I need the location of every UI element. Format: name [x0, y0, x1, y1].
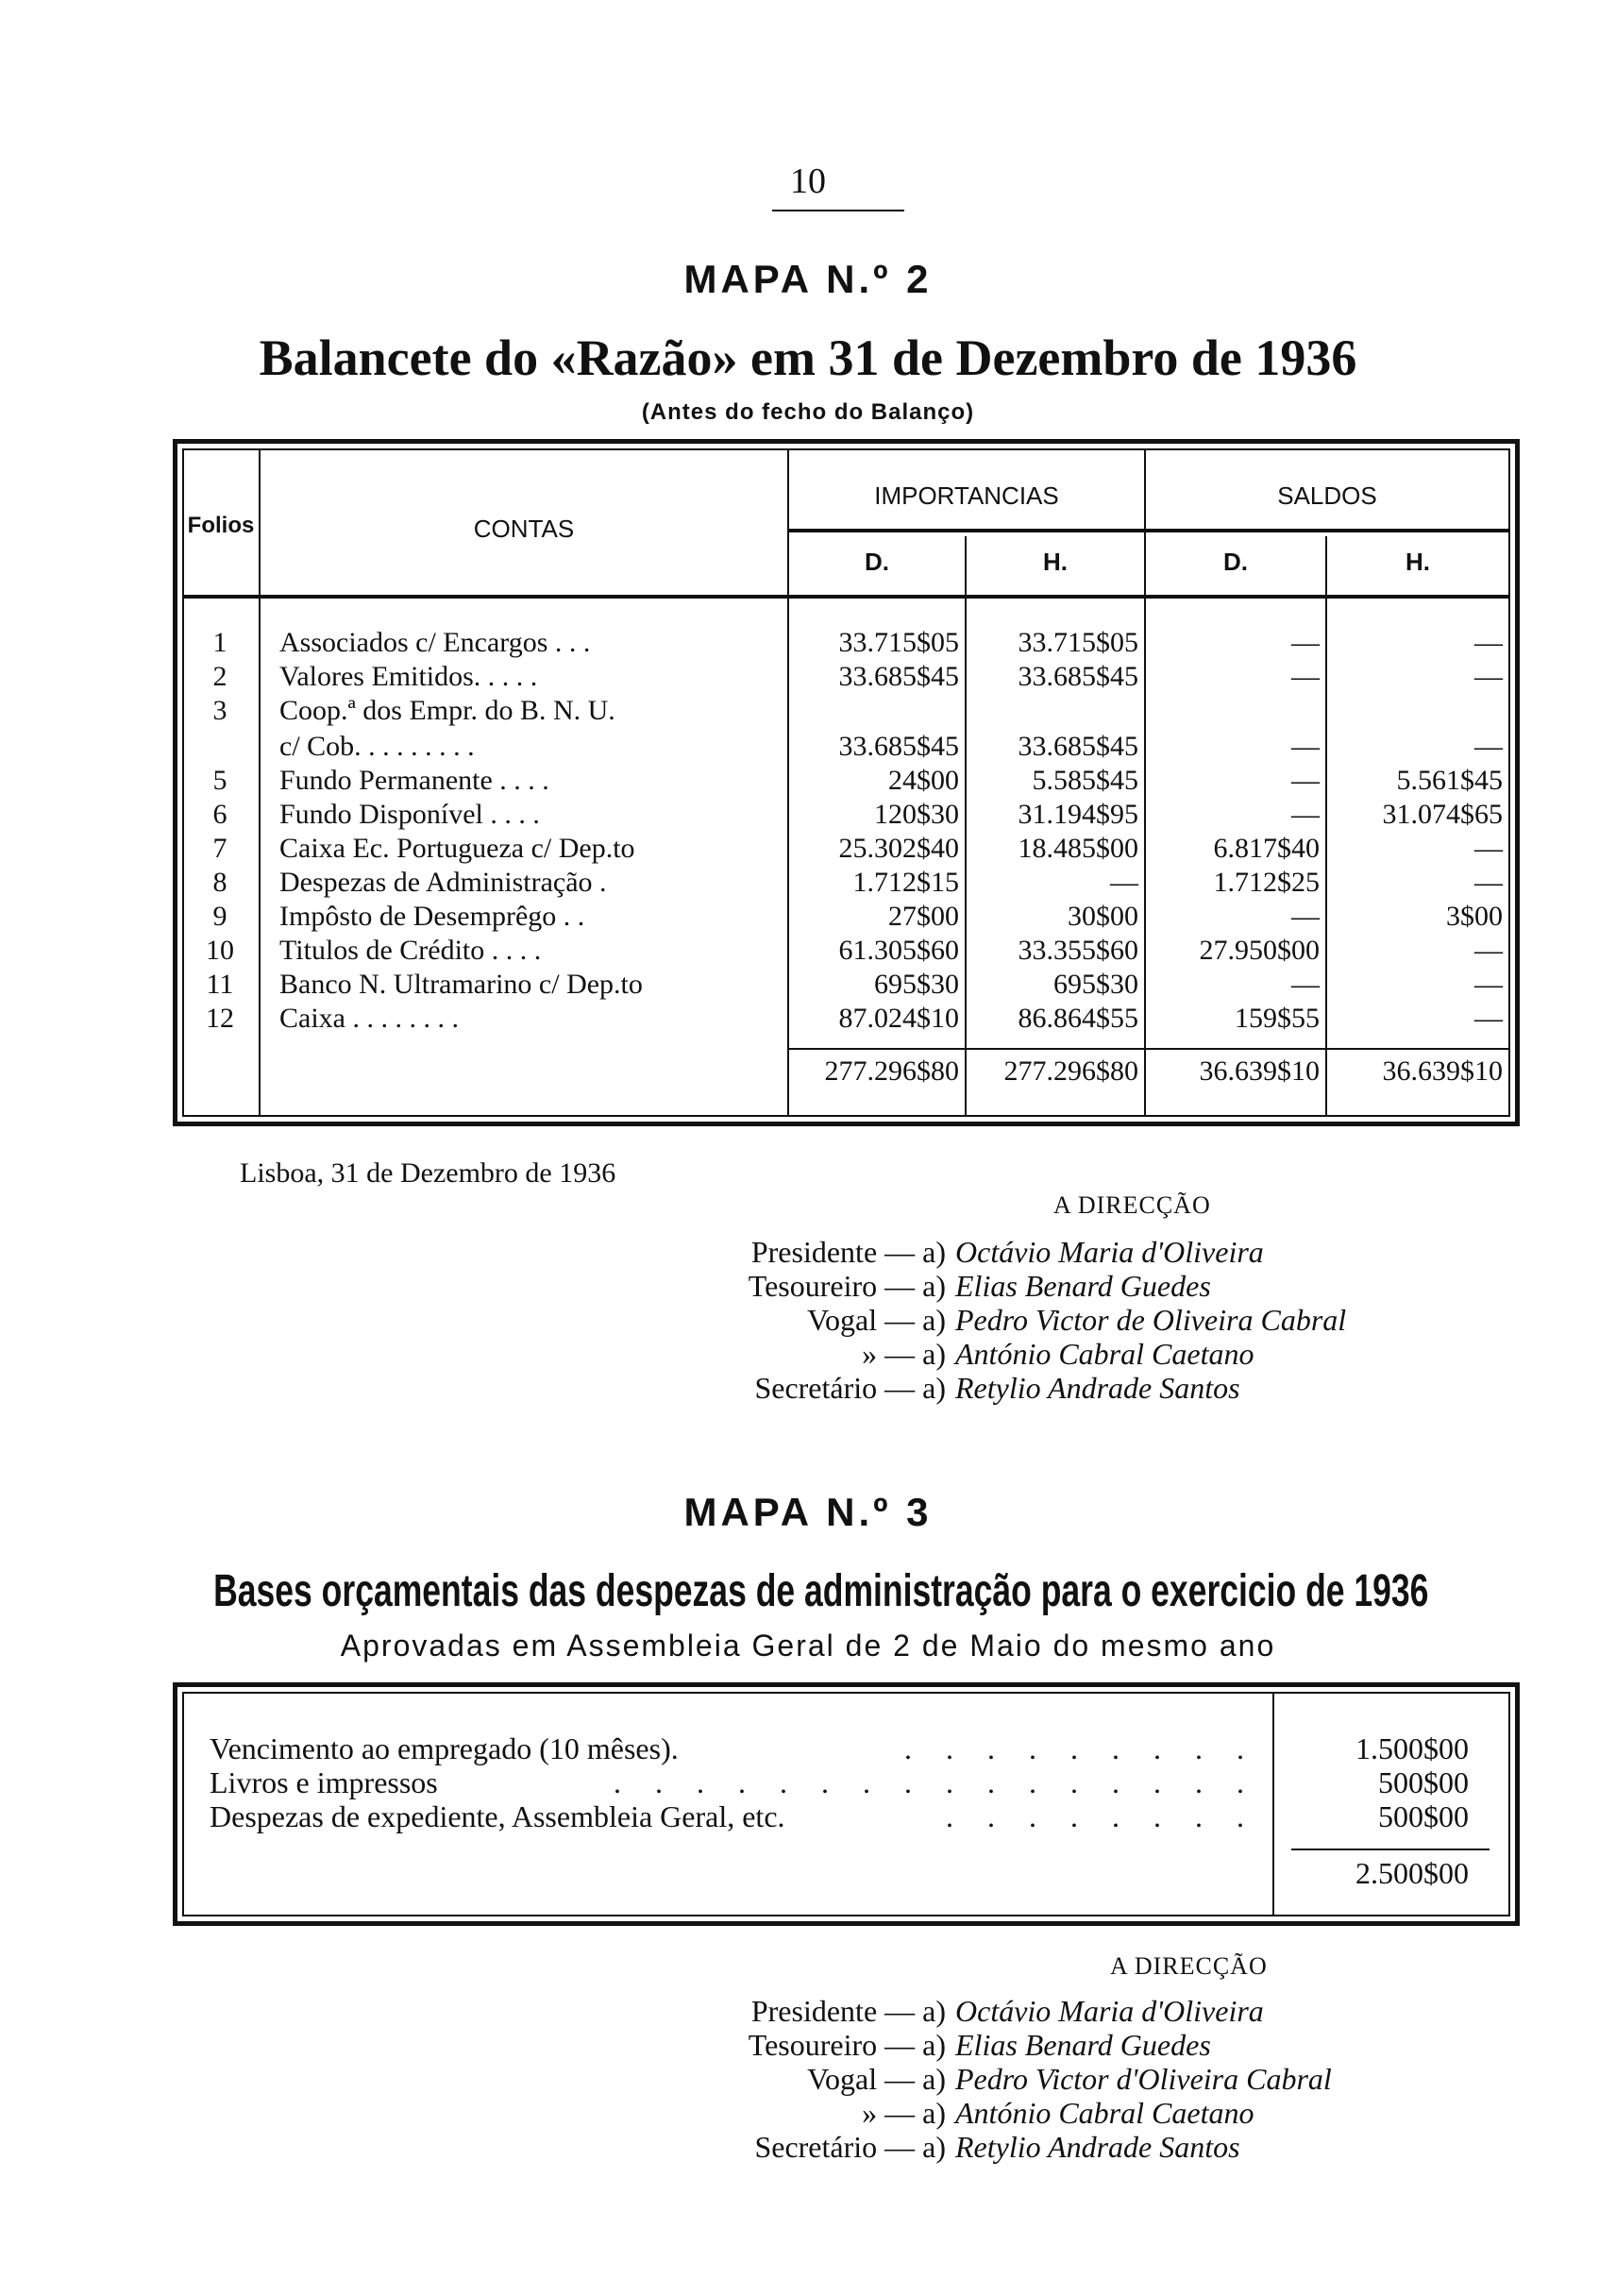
imp-h-cell: — [1110, 867, 1138, 898]
sal-h-cell: — [1474, 627, 1503, 658]
conta-cell: Fundo Permanente . . . . [279, 765, 549, 796]
conta-cell: Banco N. Ultramarino c/ Dep.to [279, 969, 643, 1000]
page-number: 10 [790, 161, 826, 201]
conta-cell: Despezas de Administração . [279, 867, 607, 898]
budget-item: Despezas de expediente, Assembleia Geral, etc. [210, 1799, 785, 1833]
signature-role: Tesoureiro — a) [748, 1269, 946, 1303]
conta-cell: Coop.ª dos Empr. do B. N. U. [279, 695, 615, 726]
mapa3-total: 2.500$00 [1355, 1856, 1469, 1890]
sal-d-cell: 6.817$40 [1213, 833, 1320, 864]
imp-d-cell: 25.302$40 [838, 833, 959, 864]
budget-row [0, 1765, 1616, 1799]
signature-line [0, 1235, 1616, 1269]
signature-role: Presidente — a) [750, 1994, 946, 2028]
table-row [0, 731, 1616, 765]
budget-item: Vencimento ao empregado (10 mêses). [210, 1731, 679, 1765]
leader-dots: . . . . . . . . . . . . . . . . [614, 1765, 1257, 1799]
conta-cell: c/ Cob. . . . . . . . . [279, 731, 475, 762]
imp-h-cell: 30$00 [1068, 901, 1138, 932]
direccao-1-title: A DIRECÇÃO [1053, 1191, 1211, 1219]
signature-name: Elias Benard Guedes [955, 2028, 1211, 2062]
budget-value: 500$00 [1378, 1799, 1469, 1833]
mapa2-subtitle: Balancete do «Razão» em 31 de Dezembro de 1936 [259, 329, 1357, 386]
conta-cell: Fundo Disponível . . . . [279, 799, 540, 830]
table-row [0, 627, 1616, 661]
header-imp-h: H. [1043, 548, 1068, 576]
header-folios: Folios [187, 513, 255, 538]
importancias-rule [789, 529, 1144, 532]
conta-cell: Impôsto de Desemprêgo . . [279, 901, 585, 932]
conta-cell: Valores Emitidos. . . . . [279, 661, 538, 692]
sal-h-cell: — [1474, 661, 1503, 692]
imp-d-cell: 61.305$60 [838, 935, 959, 966]
sal-h-cell: 5.561$45 [1396, 765, 1503, 796]
mapa3-total-row [0, 1856, 1616, 1890]
imp-h-cell: 33.685$45 [1018, 731, 1138, 762]
table-row [0, 1003, 1616, 1037]
budget-row [0, 1731, 1616, 1765]
signature-line [0, 2062, 1616, 2096]
signature-line [0, 1371, 1616, 1405]
sal-d-cell: — [1291, 731, 1320, 762]
table-row [0, 765, 1616, 799]
header-importancias: IMPORTANCIAS [874, 481, 1059, 510]
imp-d-cell: 27$00 [888, 901, 959, 932]
folio-cell: 6 [212, 799, 227, 830]
signature-name: Pedro Victor de Oliveira Cabral [955, 1303, 1347, 1337]
header-sal-h: H. [1406, 548, 1430, 576]
sal-d-cell: — [1291, 661, 1320, 692]
imp-h-cell: 18.485$00 [1018, 833, 1138, 864]
signature-line [0, 2096, 1616, 2130]
sal-h-cell: — [1474, 731, 1503, 762]
imp-h-cell: 695$30 [1053, 969, 1138, 1000]
folio-cell: 10 [206, 935, 234, 966]
direccao-2-title: A DIRECÇÃO [1110, 1952, 1268, 1980]
sal-h-cell: — [1474, 935, 1503, 966]
folio-cell: 12 [206, 1003, 234, 1034]
mapa2-note: (Antes do fecho do Balanço) [641, 399, 975, 425]
table-row [0, 867, 1616, 901]
conta-cell: Caixa . . . . . . . . [279, 1003, 459, 1034]
sal-d-cell: — [1291, 765, 1320, 796]
imp-h-cell: 33.685$45 [1018, 661, 1138, 692]
signature-line [0, 2028, 1616, 2062]
sal-d-cell: — [1291, 901, 1320, 932]
folio-cell: 3 [212, 695, 227, 726]
sal-d-cell: — [1291, 969, 1320, 1000]
sal-d-cell: — [1291, 627, 1320, 658]
signature-role: Secretário — a) [754, 2130, 946, 2164]
budget-item: Livros e impressos [210, 1765, 438, 1799]
signature-line [0, 1994, 1616, 2028]
signature-line [0, 1303, 1616, 1337]
signature-name: Pedro Victor d'Oliveira Cabral [955, 2062, 1332, 2096]
folio-cell: 5 [212, 765, 227, 796]
folio-cell: 7 [212, 833, 227, 864]
signature-role: Secretário — a) [754, 1371, 946, 1405]
sal-d-cell: 1.712$25 [1213, 867, 1320, 898]
sal-h-cell: 3$00 [1446, 901, 1503, 932]
sal-d-cell: — [1291, 799, 1320, 830]
mapa3-subtitle [0, 1565, 1616, 1617]
mapa3-note: Aprovadas em Assembleia Geral de 2 de Maio do mesmo ano [340, 1629, 1276, 1663]
total-imp-d: 277.296$80 [824, 1055, 959, 1087]
mapa3-subtitle-text: Bases orçamentais das despezas de administração para o exercicio de 1936 [213, 1566, 1429, 1616]
header-imp-d: D. [865, 548, 889, 576]
sal-h-cell: — [1474, 969, 1503, 1000]
signature-role: Tesoureiro — a) [748, 2028, 946, 2062]
conta-cell: Caixa Ec. Portugueza c/ Dep.to [279, 833, 635, 864]
leader-dots: . . . . . . . . [946, 1799, 1257, 1833]
table-row [0, 695, 1616, 729]
imp-d-cell: 1.712$15 [852, 867, 959, 898]
signature-name: Octávio Maria d'Oliveira [955, 1994, 1264, 2028]
table-row [0, 935, 1616, 969]
signature-name: Retylio Andrade Santos [955, 1371, 1240, 1405]
table-row [0, 833, 1616, 867]
budget-value: 1.500$00 [1355, 1731, 1469, 1765]
place-date: Lisboa, 31 de Dezembro de 1936 [240, 1157, 616, 1189]
signature-role: Vogal — a) [807, 1303, 946, 1337]
imp-h-cell: 86.864$55 [1018, 1003, 1138, 1034]
leader-dots: . . . . . . . . . [904, 1731, 1257, 1765]
folio-cell: 11 [206, 969, 234, 1000]
table-row [0, 969, 1616, 1003]
conta-cell: Associados c/ Encargos . . . [279, 627, 591, 658]
signature-line [0, 1269, 1616, 1303]
signature-line [0, 1337, 1616, 1371]
signature-role: Vogal — a) [807, 2062, 946, 2096]
imp-d-cell: 33.715$05 [838, 627, 959, 658]
imp-d-cell: 33.685$45 [838, 731, 959, 762]
imp-h-cell: 33.715$05 [1018, 627, 1138, 658]
signature-name: António Cabral Caetano [955, 2096, 1254, 2130]
total-sal-d: 36.639$10 [1199, 1055, 1320, 1087]
page-number-rule [772, 210, 904, 211]
header-contas: CONTAS [473, 515, 575, 543]
total-sal-h: 36.639$10 [1382, 1055, 1503, 1087]
signature-role: » — a) [862, 2096, 946, 2130]
header-saldos: SALDOS [1277, 481, 1377, 510]
imp-d-cell: 24$00 [888, 765, 959, 796]
conta-cell: Titulos de Crédito . . . . [279, 935, 542, 966]
imp-d-cell: 695$30 [874, 969, 959, 1000]
signature-name: Octávio Maria d'Oliveira [955, 1235, 1264, 1269]
table-row [0, 799, 1616, 833]
mapa2-totals-row [0, 1055, 1616, 1089]
signature-role: Presidente — a) [750, 1235, 946, 1269]
budget-value: 500$00 [1378, 1765, 1469, 1799]
sal-h-cell: 31.074$65 [1382, 799, 1503, 830]
sal-h-cell: — [1474, 867, 1503, 898]
imp-d-cell: 120$30 [874, 799, 959, 830]
budget-row [0, 1799, 1616, 1833]
folio-cell: 9 [212, 901, 227, 932]
header-sal-d: D. [1223, 548, 1248, 576]
imp-h-cell: 5.585$45 [1032, 765, 1138, 796]
mapa2-title: MAPA N.º 2 [683, 257, 933, 301]
sal-d-cell: 27.950$00 [1199, 935, 1320, 966]
signature-name: Elias Benard Guedes [955, 1269, 1211, 1303]
total-imp-h: 277.296$80 [1003, 1055, 1138, 1087]
header-bottom-rule [184, 595, 1508, 599]
imp-h-cell: 31.194$95 [1018, 799, 1138, 830]
mapa3-total-rule [1291, 1849, 1490, 1850]
signature-line [0, 2130, 1616, 2164]
totals-rule [789, 1048, 1508, 1050]
sal-h-cell: — [1474, 833, 1503, 864]
signature-name: António Cabral Caetano [955, 1337, 1254, 1371]
mapa3-title: MAPA N.º 3 [683, 1490, 933, 1534]
saldos-rule [1146, 529, 1508, 532]
sal-h-cell: — [1474, 1003, 1503, 1034]
signature-role: » — a) [862, 1337, 946, 1371]
imp-h-cell: 33.355$60 [1018, 935, 1138, 966]
table-row [0, 661, 1616, 695]
imp-d-cell: 87.024$10 [838, 1003, 959, 1034]
table-row [0, 901, 1616, 935]
imp-d-cell: 33.685$45 [838, 661, 959, 692]
folio-cell: 2 [212, 661, 227, 692]
signature-name: Retylio Andrade Santos [955, 2130, 1240, 2164]
folio-cell: 8 [212, 867, 227, 898]
folio-cell: 1 [212, 627, 227, 658]
sal-d-cell: 159$55 [1235, 1003, 1320, 1034]
